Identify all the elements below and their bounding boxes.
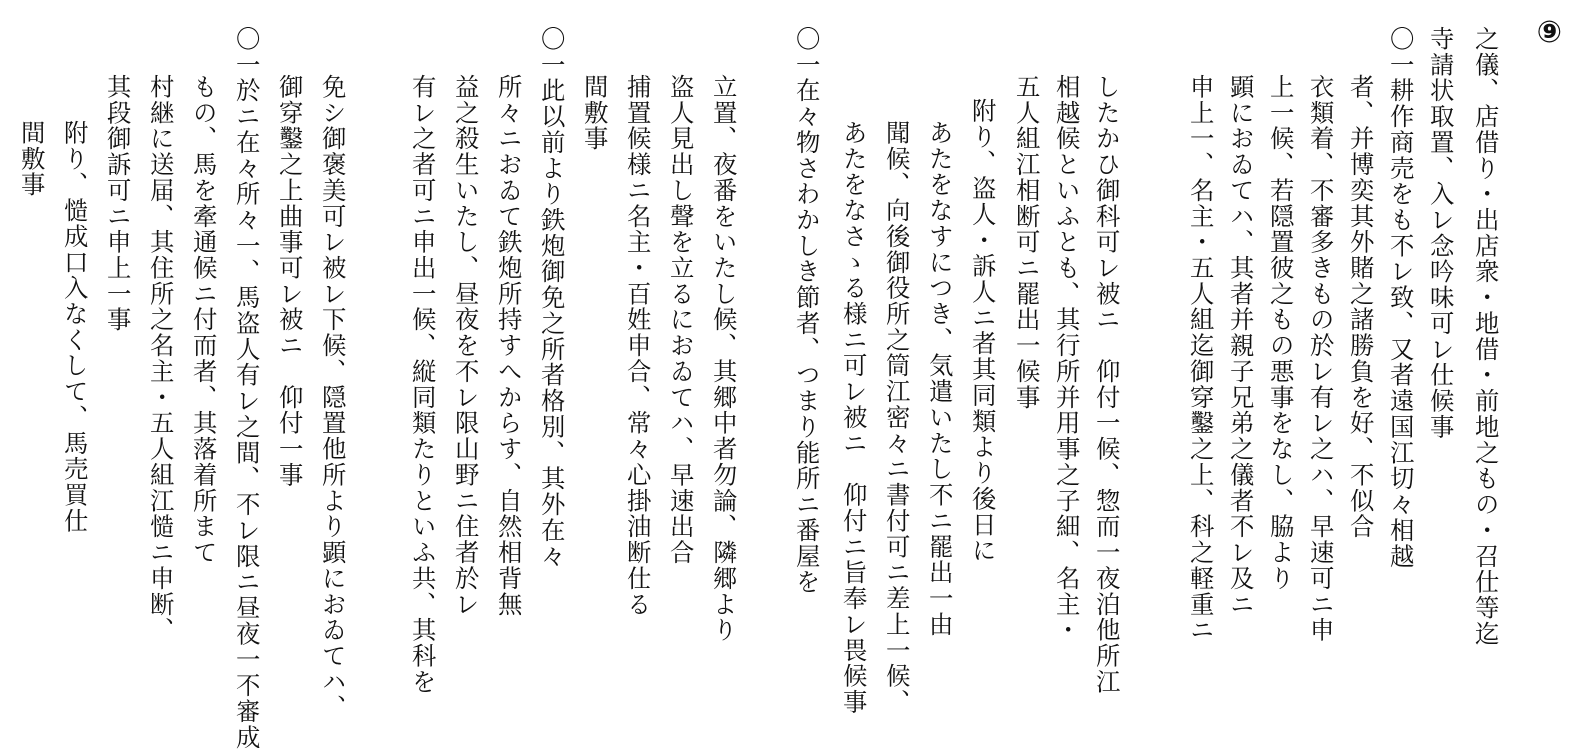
text-line: 相越候といふとも、其行所并用事之子細、名主・ (1051, 74, 1081, 644)
text-line: 〇一此以前より鉄炮御免之所者格別、其外在々 (536, 26, 566, 570)
text-line: 者、并博奕其外賭之諸勝負を好、不似合 (1345, 74, 1375, 540)
text-line: 御穿鑿之上曲事可レ被ニ 仰付一事 (274, 74, 304, 488)
text-line: 所々ニおゐて鉄炮所持すへからす、自然相背無 (493, 74, 523, 618)
text-line: 附り、慥成口入なくして、馬売買仕 (59, 120, 89, 534)
text-line: 聞候、向後御役所之筒江密々ニ書付可ニ差上一候、 (881, 120, 911, 715)
text-line: 益之殺生いたし、昼夜を不レ限山野ニ住者於レ (450, 74, 480, 618)
text-line: 其段御訴可ニ申上一事 (102, 74, 132, 333)
text-line: 免シ御褒美可レ被レ下候、隠置他所より顕におゐてハ、 (317, 74, 347, 721)
text-line: 有レ之者可ニ申出一候、縦同類たりといふ共、其科を (407, 74, 437, 695)
text-line: 間敷事 (579, 74, 609, 152)
text-line: あたをなさゝる様ニ可レ被ニ 仰付ニ旨奉レ畏候事 (838, 120, 868, 715)
text-line: 盗人見出し聲を立るにおゐてハ、早速出合 (665, 74, 695, 566)
text-line: 五人組江相断可ニ罷出一候事 (1011, 74, 1041, 411)
text-line: したかひ御科可レ被ニ 仰付一候、惣而一夜泊他所江 (1091, 74, 1121, 695)
text-line: 〇一耕作商売をも不レ致、又者遠国江切々相越 (1385, 26, 1415, 570)
text-line: 立置、夜番をいたし候、其郷中者勿論、隣郷より (708, 74, 738, 644)
text-line: もの、馬を牽通候ニ付而者、其落着所まて (188, 74, 218, 566)
text-line: 上一候、若隠置彼之もの悪事をなし、脇より (1265, 74, 1295, 592)
text-line: 附り、盗人・訴人ニ者其同類より後日に (967, 98, 997, 564)
page-number-label: ⑨ (1536, 15, 1562, 50)
text-line: 申上一、名主・五人組迄御穿鑿之上、科之軽重ニ (1185, 74, 1215, 644)
text-line: 衣類着、不審多きもの於レ有レ之ハ、早速可ニ申 (1305, 74, 1335, 644)
text-line: 村継に送届、其住所之名主・五人組江慥ニ申断、 (145, 74, 175, 644)
text-line: 寺請状取置、入レ念吟味可レ仕候事 (1425, 26, 1455, 440)
text-line: 〇一於ニ在々所々一、馬盗人有レ之間、不レ限ニ昼夜一不審成 (231, 26, 261, 750)
text-line: 捕置候様ニ名主・百姓申合、常々心掛油断仕る (622, 74, 652, 618)
text-line: 之儀、店借り・出店衆・地借・前地之もの・召仕等迄 (1470, 26, 1500, 647)
text-line: あたをなすにつき、気遣いたし不ニ罷出一由 (924, 120, 954, 638)
text-line: 〇一在々物さわかしき節者、つまり能所ニ番屋を (791, 26, 821, 596)
text-line: 顕におゐてハ、其者并親子兄弟之儀者不レ及ニ (1225, 74, 1255, 618)
text-line: 間敷事 (16, 120, 46, 198)
